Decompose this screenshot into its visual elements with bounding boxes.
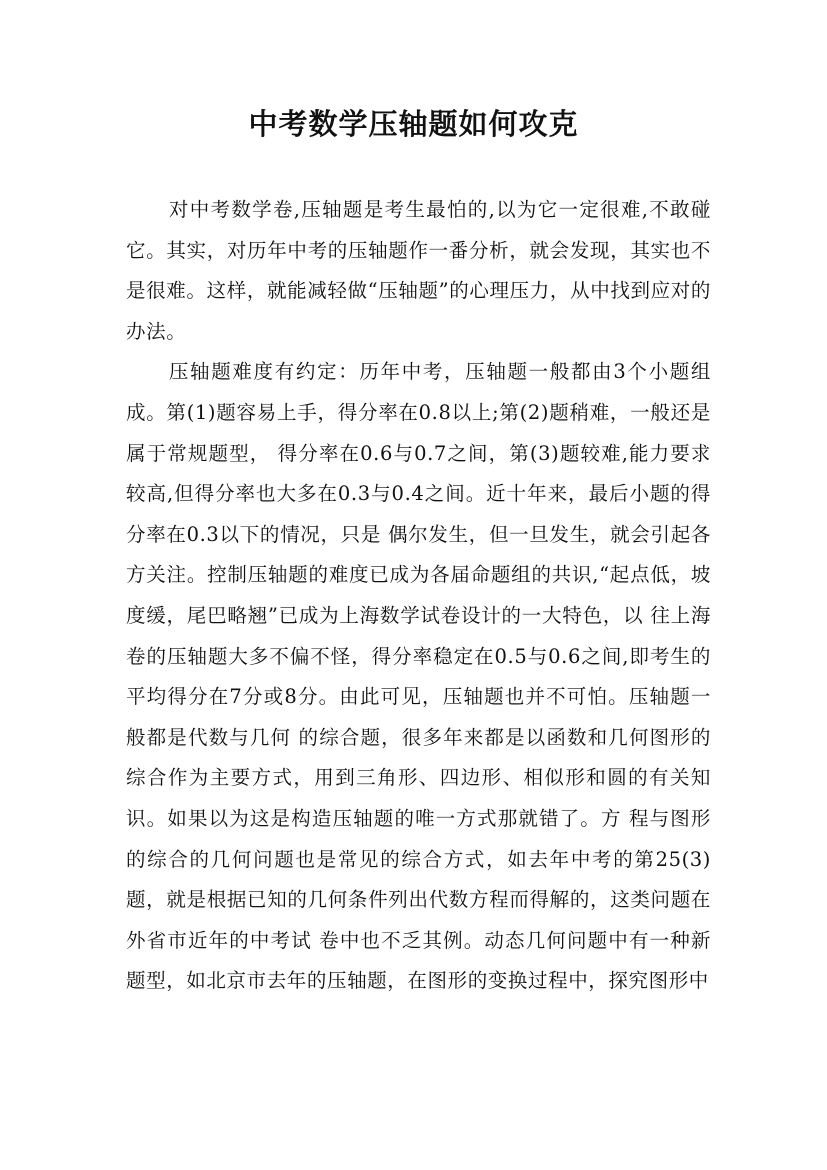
paragraph-2: 压轴题难度有约定：历年中考，压轴题一般都由3个小题组成。第(1)题容易上手，得分率在0.8以上;第(2)题稍难，一般还是属于常规题型， 得分率在0.6与0.7之间，第(3)题较难,能力要求较高,但得分率也大多在0.3与0.4之间。近十年来，最后小题的得分率在0.3以下的情况，只是 偶尔发生，但一旦发生，就会引起各方关注。控制压轴题的难度已成为各届命题组的共识,“起点低，坡度缓，尾巴略翘”已成为上海数学试卷设计的一大特色，以 往上海卷的压轴题大多不偏不怪，得分率稳定在0.5与0.6之间,即考生的平均得分在7分或8分。由此可见，压轴题也并不可怕。压轴题一般都是代数与几何 的综合题，很多年来都是以函数和几何图形的综合作为主要方式，用到三角形、四边形、相似形和圆的有关知识。如果以为这是构造压轴题的唯一方式那就错了。方 程与图形的综合的几何问题也是常见的综合方式，如去年中考的第25(3)题，就是根据已知的几何条件列出代数方程而得解的，这类问题在外省市近年的中考试 卷中也不乏其例。动态几何问题中有一种新题型，如北京市去年的压轴题，在图形的变换过程中，探究图形中 [126,360,711,993]
paragraph-1: 对中考数学卷,压轴题是考生最怕的,以为它一定很难,不敢碰它。其实，对历年中考的压轴题作一番分析，就会发现，其实也不是很难。这样，就能减轻做“压轴题”的心理压力，从中找到应对的办法。 [126,198,711,343]
document-title: 中考数学压轴题如何攻克 [248,107,579,141]
document-body [126,190,711,1002]
